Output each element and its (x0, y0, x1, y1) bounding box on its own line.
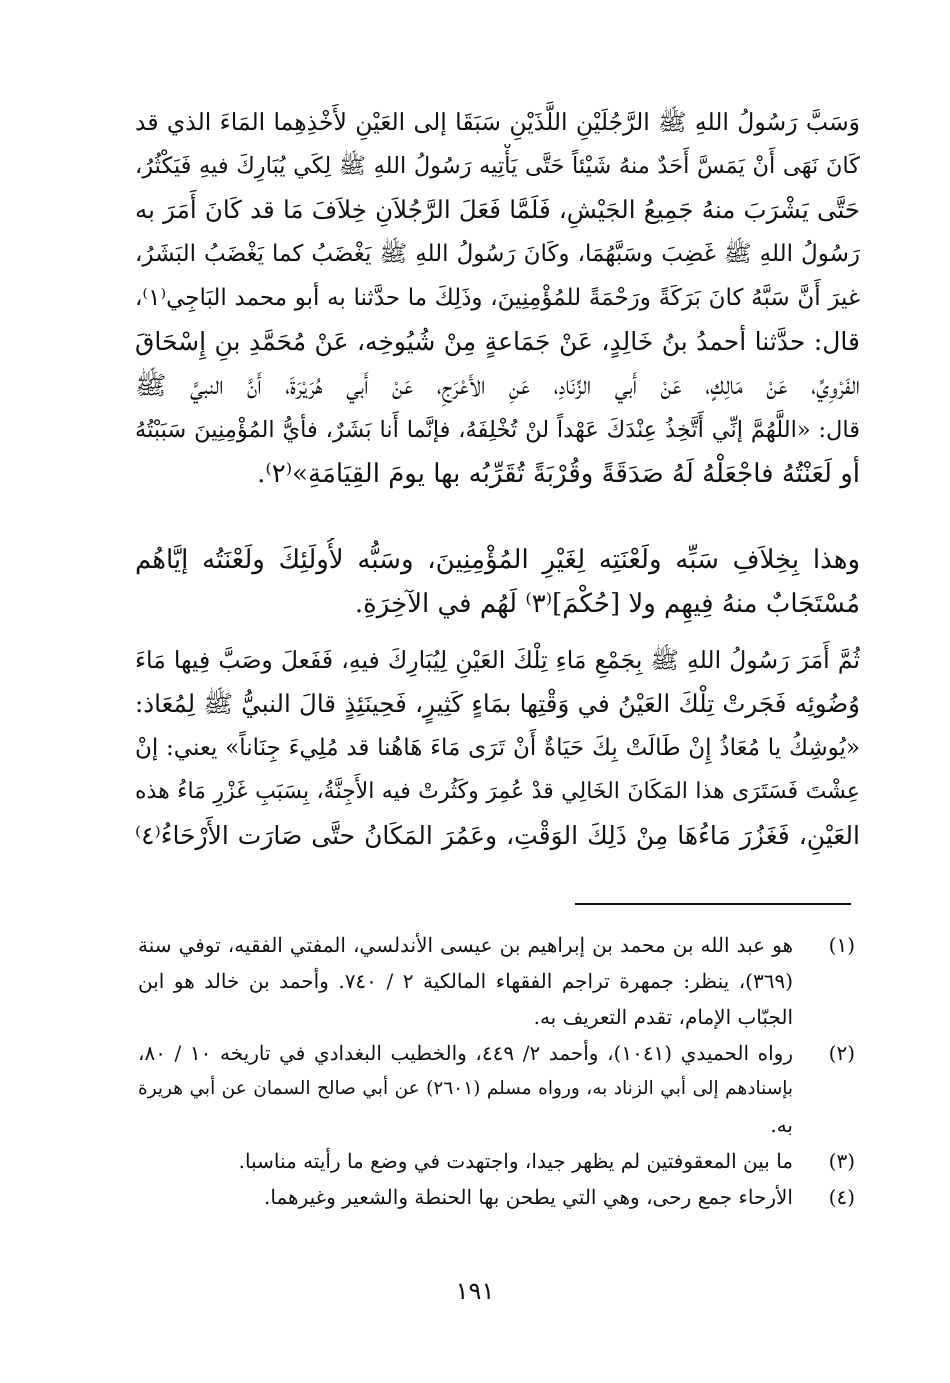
text-line: أو لَعَنْتُهُ فاجْعَلْهُ لَهُ صَدَقَةً وقُرْبَةً تُقَرِّبُه بها يومَ القِيَامَةِ»⁽٢⁾. (257, 459, 860, 489)
text-line: قال: حدَّثنا أحمدُ بنُ خَالِدٍ، عَنْ جَمَاعةٍ مِنْ شُيُوخِه، عَنْ مُحَمَّدِ بنِ إِسْحَاقَ (135, 327, 860, 356)
text-line: حَتَّى يَشْرَبَ منهُ جَمِيعُ الجَيْشِ، فَلَمَّا فَعَلَ الرَّجُلاَنِ خِلاَفَ مَا قد كَانَ أَمَرَ به (135, 195, 860, 224)
footnote-line: الجبّاب الإمام، تقدم التعريف به. (533, 1005, 793, 1029)
text-line: عِشْتَ فَسَتَرَى هذا المَكَانَ الخَالِي قدْ عُمِرَ وكَثُرتْ فيه الأَجِنَّةُ، بِسَبَبِ غَزْرِ مَاءُ هذه (135, 779, 860, 804)
footnote-4 (138, 1179, 855, 1215)
paragraph-1 (135, 100, 860, 496)
text-line: العَيْنِ، فَغَزُرَ مَاءُهَا مِنْ ذَلِكَ الوَقْتِ، وعَمُرَ المَكَانُ حتَّى صَارَت الأَرْحَاءُ⁽٤⁾ (135, 821, 860, 850)
paragraph-3 (135, 638, 860, 858)
footnote-number: (١) (828, 933, 855, 957)
footnote-number: (٤) (828, 1185, 855, 1209)
text-line: قال: «اللَّهُمَّ إنِّي أَتَّخِذُ عِنْدَكَ عَهْداً لنْ تُخْلِفَهُ، فإنَّما أَنا بَشَرٌ، فأيُّ المُؤْمِنِينَ سَبَبْتُهُ (135, 417, 860, 443)
paragraph-2 (135, 538, 860, 626)
footnote-line: الأرحاء جمع رحى، وهي التي يطحن بها الحنطة والشعير وغيرهما. (264, 1185, 793, 1209)
page-number: ١٩١ (455, 1277, 495, 1305)
text-line: وُضُوئِه فَجَرتْ تِلْكَ العَيْنُ في وَقْتِها بمَاءٍ كَثِيرٍ، فَحِينَئِذٍ قالَ النبيُّ ﷺ لِمُعَاذ: (135, 689, 860, 718)
text-line: وَسَبَّ رَسُولُ اللهِ ﷺ الرَّجُلَيْنِ اللَّذَيْنِ سَبَقَا إلى العَيْنِ لأَخْذِهِما المَاءَ الذي قد (135, 108, 860, 136)
footnote-separator (575, 903, 851, 905)
footnote-line: به. (770, 1113, 793, 1137)
text-line: غيرَ أَنَّ سَبَّهُ كانَ بَرَكَةً ورَحْمَةً للمُؤْمِنِينَ، وذَلِكَ ما حدَّثنا به أبو محمد البَاجِي⁽١⁾، (135, 285, 860, 311)
footnote-line: هو عبد الله بن محمد بن إبراهيم بن عيسى الأندلسي، المفتي الفقيه، توفي سنة (138, 933, 793, 957)
footnote-2 (138, 1035, 855, 1143)
text-line: رَسُولُ اللهِ ﷺ غَضِبَ وسَبَّهُمَا، وكَانَ رَسُولُ اللهِ ﷺ يَغْضَبُ كما يَغْضَبُ البَشَرُ، (135, 241, 860, 267)
footnote-number: (٣) (828, 1149, 855, 1173)
footnote-3 (138, 1143, 855, 1179)
footnote-number: (٢) (828, 1041, 855, 1065)
text-line: مُسْتَجَابٌ منهُ فِيهِم ولا [حُكْمَ]⁽٣⁾ لَهُم في الآخِرَةِ. (354, 589, 860, 619)
footnote-line: رواه الحميدي (١٠٤١)، وأحمد ٢/ ٤٤٩، والخطيب البغدادي في تاريخه ١٠ / ٨٠، (138, 1041, 793, 1065)
text-line: الفَرْوِيِّ، عَنْ مَالِكٍ، عَنْ أَبي الزِّنَادِ، عَنِ الأَعْرَجِ، عَنْ أَبي هُرَيْرَةَ، أَنَّ النبيَّ ﷺ (135, 371, 860, 401)
footnote-line: ما بين المعقوفتين لم يظهر جيدا، واجتهدت في وضع ما رأيته مناسبا. (238, 1149, 793, 1173)
text-line: «يُوشِكُ يا مُعَاذُ إِنْ طَالَتْ بِكَ حَيَاةٌ أَنْ تَرَى مَاءَ هَاهُنا قد مُلِيءَ جِنَاناً» يعني: إنْ (135, 735, 860, 761)
footnotes (138, 927, 855, 1215)
footnote-1 (138, 927, 855, 1035)
text-line: كَانَ نَهَى أَنْ يَمَسَّ أَحَدٌ منهُ شَيْئاً حَتَّى يَأْتِيه رَسُولُ اللهِ ﷺ لِكَي يُبَارِكَ فيهِ فَيَكْثُرُ، (135, 153, 860, 179)
text-line: وهذا بِخِلاَفِ سَبِّه ولَعْنَتِه لِغَيْرِ المُؤْمِنِينَ، وسَبُّه لأُولَئِكَ ولَعْنَتُه إيَّاهُم (135, 545, 860, 575)
text-line: ثُمَّ أَمَرَ رَسُولُ اللهِ ﷺ بِجَمْعِ مَاءِ تِلْكَ العَيْنِ لِيُبَارِكَ فيهِ، فَفَعلَ وصَبَّ فِيها مَاءَ (135, 646, 860, 674)
footnote-line: (٣٦٩)، ينظر: جمهرة تراجم الفقهاء المالكية ٢ / ٧٤٠. وأحمد بن خالد هو ابن (138, 969, 793, 993)
footnote-line: بإسنادهم إلى أبي الزناد به، ورواه مسلم (٢٦٠١) عن أبي صالح السمان عن أبي هريرة (138, 1078, 793, 1099)
